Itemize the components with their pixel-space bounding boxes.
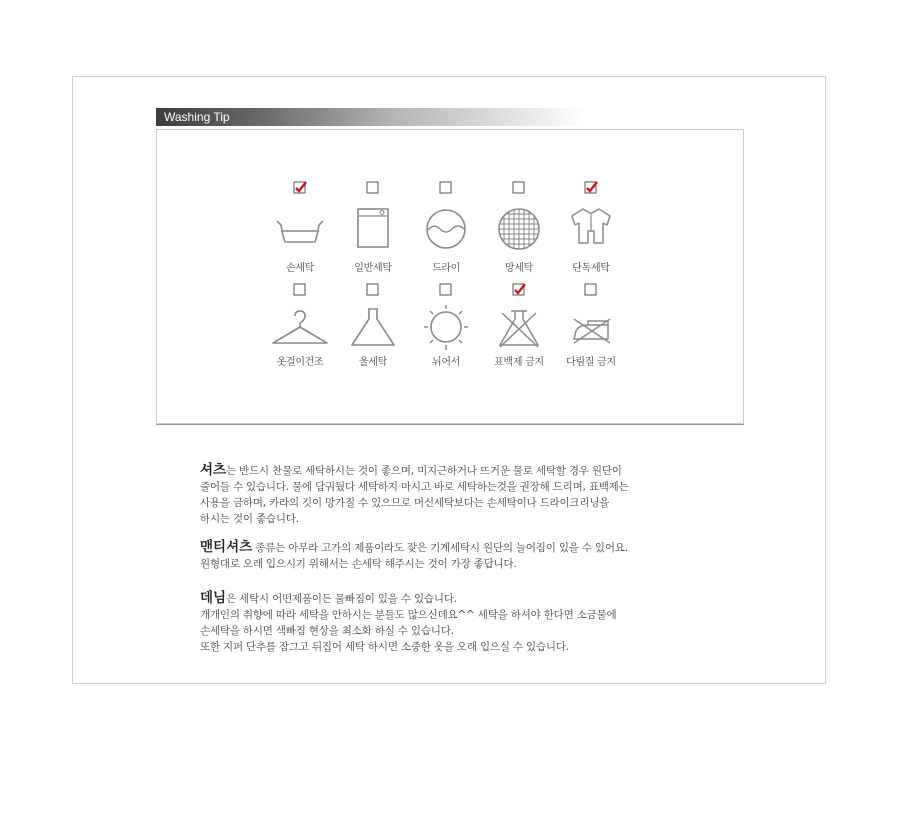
checkbox-icon[interactable] xyxy=(366,181,380,195)
care-label: 손세탁 xyxy=(285,263,315,274)
mantishirts-paragraph xyxy=(200,539,760,572)
denim-paragraph xyxy=(200,590,760,655)
checkbox-icon[interactable] xyxy=(293,283,307,297)
checkbox-checked-icon[interactable] xyxy=(293,181,307,195)
no-iron-icon xyxy=(546,303,636,357)
paragraph-heading: 데님 xyxy=(200,590,227,606)
washing-icons-panel xyxy=(156,129,744,424)
paragraph-heading: 셔츠 xyxy=(200,462,227,478)
washing-tip-title: Washing Tip xyxy=(164,110,230,124)
care-label: 표백제 금지 xyxy=(494,357,544,368)
paragraph-line: 종류는 아무라 고가의 제품이라도 잦은 기계세탁시 원단의 늘어짐이 있을 수 있어요. xyxy=(252,542,628,554)
paragraph-line: 손세탁을 하시면 색빠짐 현상을 최소화 하실 수 있습니다. xyxy=(200,625,454,637)
checkbox-icon[interactable] xyxy=(366,283,380,297)
checkbox-checked-icon[interactable] xyxy=(512,283,526,297)
paragraph-line: 줄어들 수 있습니다. 물에 담궈뒀다 세탁하지 마시고 바로 세탁하는것을 권장해 드리며, 표백제는 xyxy=(200,481,629,493)
checkbox-checked-icon[interactable] xyxy=(584,181,598,195)
care-label: 다림질 금지 xyxy=(566,357,616,368)
paragraph-line: 또한 지퍼 단추를 잠그고 뒤집어 세탁 하시면 소중한 옷을 오래 입으실 수 있습니다. xyxy=(200,641,569,653)
care-label: 울세탁 xyxy=(358,357,388,368)
paragraph-line: 는 반드시 찬물로 세탁하시는 것이 좋으며, 미지근하거나 뜨거운 물로 세탁할 경우 원단이 xyxy=(226,465,622,477)
paragraph-line: 사용을 금하며, 카라의 깃이 망가질 수 있으므로 머신세탁보다는 손세탁이나 드라이크리닝을 xyxy=(200,497,610,509)
checkbox-icon[interactable] xyxy=(439,283,453,297)
care-label: 옷걸이건조 xyxy=(276,357,324,368)
paragraph-heading: 맨티셔츠 xyxy=(200,539,253,555)
paragraph-line: 개개인의 취향에 따라 세탁을 안하시는 분들도 많으신데요^^ 세탁을 하셔야 한다면 소금물에 xyxy=(200,609,617,621)
care-label: 망세탁 xyxy=(504,263,534,274)
checkbox-icon[interactable] xyxy=(439,181,453,195)
separate-wash-shirt-icon xyxy=(546,201,636,255)
washing-tip-header xyxy=(156,108,586,126)
paragraph-line: 원형대로 오래 입으시기 위해서는 손세탁 해주시는 것이 가장 좋답니다. xyxy=(200,558,517,570)
care-label: 단독세탁 xyxy=(572,263,610,274)
care-label: 뉘어서 xyxy=(431,357,461,368)
checkbox-icon[interactable] xyxy=(584,283,598,297)
care-label: 드라이 xyxy=(431,263,461,274)
paragraph-line: 하시는 것이 좋습니다. xyxy=(200,513,299,525)
checkbox-icon[interactable] xyxy=(512,181,526,195)
care-label: 일반세탁 xyxy=(354,263,392,274)
shirts-paragraph xyxy=(200,462,760,527)
washing-guide-text xyxy=(200,462,760,655)
paragraph-line: 은 세탁시 어떤제품이든 물빠짐이 있을 수 있습니다. xyxy=(226,593,457,605)
